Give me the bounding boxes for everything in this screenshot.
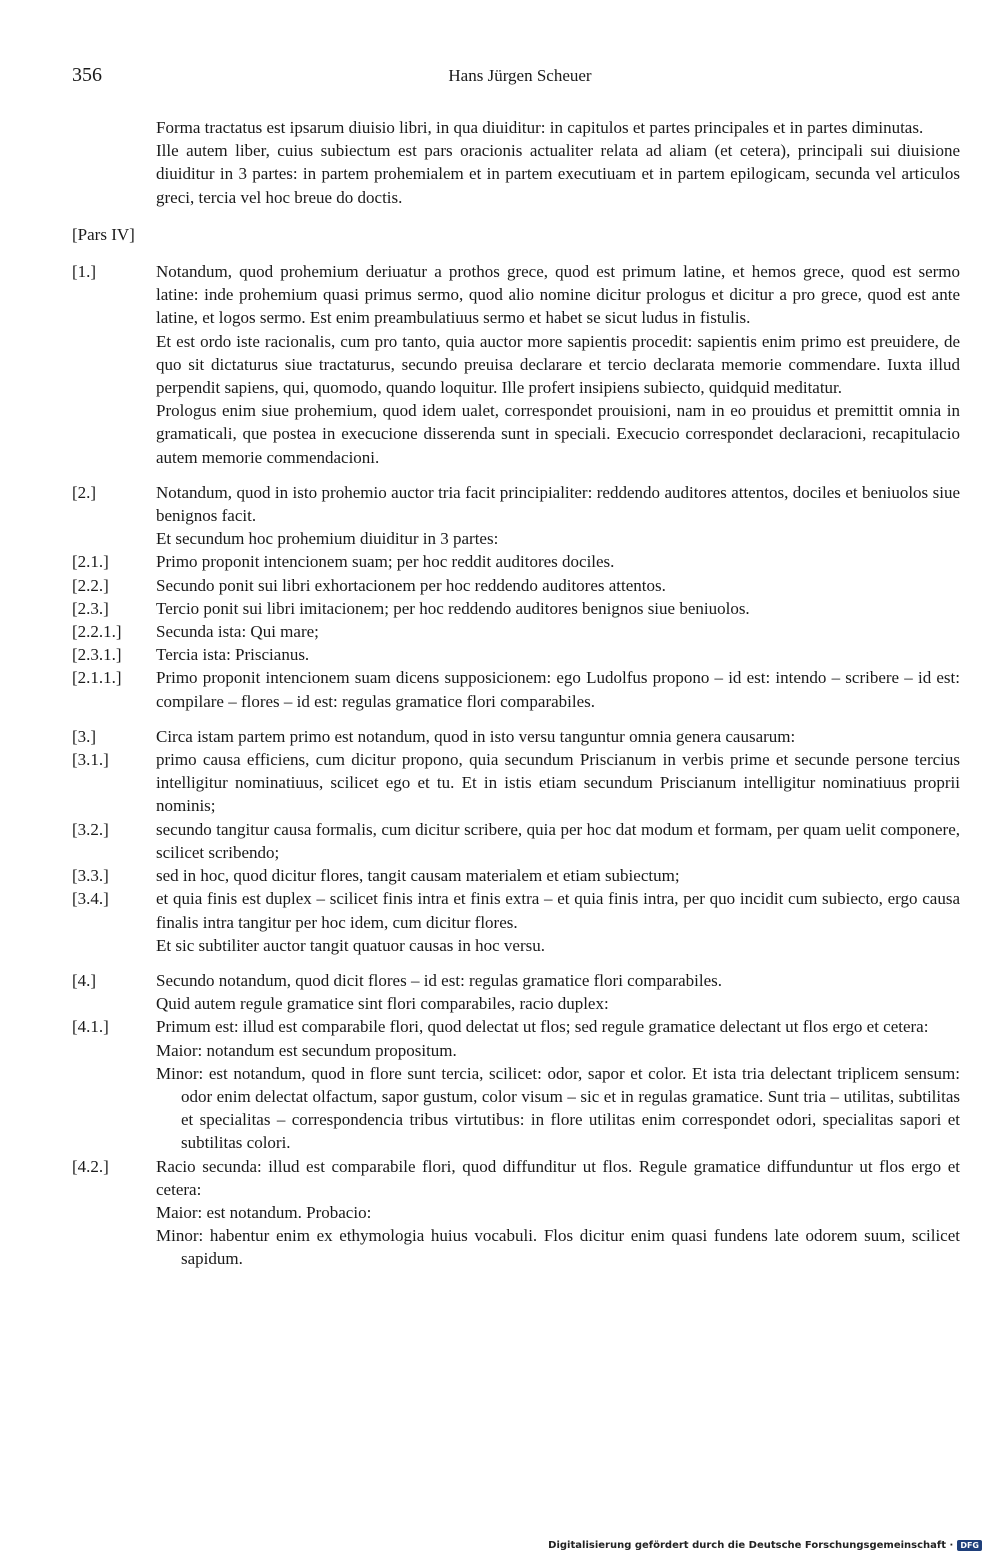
item-text: Prologus enim siue prohemium, quod idem ualet, correspondet prouisioni, nam in eo prouidus et premittit omnia in gramaticali, que postea in execucione disserenda sunt in speciali. Execucio correspondet declaracioni, recapitulacio autem memorie commendacioni.	[156, 401, 960, 467]
page-number: 356	[72, 64, 102, 86]
numbered-item	[72, 481, 960, 527]
paragraph	[72, 1201, 960, 1224]
paragraph	[72, 330, 960, 400]
item-text: Et secundum hoc prohemium diuiditur in 3 partes:	[156, 529, 499, 549]
item-text: Quid autem regule gramatice sint flori comparabiles, racio duplex:	[156, 994, 609, 1014]
paragraph	[72, 1224, 960, 1270]
numbered-item	[72, 1015, 960, 1038]
paragraph	[72, 992, 960, 1015]
item-text: Racio secunda: illud est comparabile flori, quod diffunditur ut flos. Regule gramatice diffunduntur ut flos ergo et cetera:	[156, 1156, 960, 1199]
digitization-footer	[548, 1540, 982, 1551]
numbered-item	[72, 260, 960, 330]
paragraph	[72, 116, 960, 139]
numbered-item	[72, 1155, 960, 1201]
numbered-item	[72, 574, 960, 597]
item-label: [2.]	[72, 482, 97, 502]
numbered-item	[72, 666, 960, 712]
item-text: secundo tangitur causa formalis, cum dicitur scribere, quia per hoc dat modum et formam, per quam uelit componere, scilicet scribendo;	[156, 819, 960, 862]
item-text: Maior: est notandum. Probacio:	[156, 1202, 372, 1222]
item-label: [2.3.1.]	[72, 645, 122, 665]
item-label: [3.1.]	[72, 750, 109, 770]
item-text: Tercia ista: Priscianus.	[156, 645, 310, 665]
numbered-item	[72, 887, 960, 933]
paragraph	[72, 1062, 960, 1155]
item-label: [2.3.]	[72, 598, 109, 618]
paragraph	[72, 139, 960, 209]
main-text	[72, 116, 960, 1271]
numbered-item	[72, 597, 960, 620]
paragraph	[72, 527, 960, 550]
item-text: sed in hoc, quod dicitur flores, tangit causam materialem et etiam subiectum;	[156, 866, 680, 886]
numbered-item	[72, 818, 960, 864]
numbered-item	[72, 725, 960, 748]
item-text: Primo proponit intencionem suam; per hoc reddit auditores dociles.	[156, 552, 615, 572]
item-label: [4.1.]	[72, 1017, 109, 1037]
numbered-item	[72, 643, 960, 666]
footer-text: Digitalisierung gefördert durch die Deutsche Forschungsgemeinschaft ·	[548, 1540, 954, 1551]
item-text: Circa istam partem primo est notandum, quod in isto versu tanguntur omnia genera causarum:	[156, 726, 796, 746]
item-text: primo causa efficiens, cum dicitur propono, quia secundum Priscianum in verbis prime et secunde persone tercius intelligitur nominatiuus, scilicet ego et tu. Et in istis etiam secundum Priscianum intelligitur nominatiuus proprii nominis;	[156, 750, 960, 816]
item-text: Tercio ponit sui libri imitacionem; per hoc reddendo auditores benignos siue beniuolos.	[156, 598, 750, 618]
dfg-logo: DFG	[957, 1540, 982, 1551]
item-text: Minor: habentur enim ex ethymologia huius vocabuli. Flos dicitur enim quasi fundens late odorem suum, scilicet sapidum.	[156, 1226, 960, 1269]
intro-paragraph-1: Forma tractatus est ipsarum diuisio libri, in qua diuiditur: in capitulos et partes principales et in partes diminutas.	[156, 118, 924, 137]
section-heading: [Pars IV]	[72, 224, 135, 244]
intro-paragraph-2: Ille autem liber, cuius subiectum est pars oracionis actualiter relata ad aliam (et cetera), principali sui diuisione diuiditur in 3 partes: in partem prohemialem et in partem executiuam et in partem epilogicam, secunda vel articulos greci, tercia vel hoc breue do doctis.	[156, 141, 960, 207]
item-text: Et sic subtiliter auctor tangit quatuor causas in hoc versu.	[156, 935, 546, 955]
item-label: [2.1.1.]	[72, 668, 122, 688]
item-label: [2.1.]	[72, 552, 109, 572]
numbered-item	[72, 620, 960, 643]
numbered-item	[72, 864, 960, 887]
item-text: Secundo ponit sui libri exhortacionem per hoc reddendo auditores attentos.	[156, 575, 666, 595]
item-text: Et est ordo iste racionalis, cum pro tanto, quia auctor more sapientis procedit: sapientis enim primo est preuidere, de quo sit dictaturus siue tractaturus, secundo preuisa declarare et tercio declarata memorie commendare. Iuxta illud perpendit sapiens, qui, quomodo, quando loquitur. Ille profert insipiens subiecto, quidquid meditatur.	[156, 331, 960, 398]
item-text: Maior: notandum est secundum propositum.	[156, 1040, 457, 1060]
item-label: [2.2.1.]	[72, 622, 122, 642]
item-text: Primo proponit intencionem suam dicens supposicionem: ego Ludolfus propono – id est: intendo – scribere – id est: compilare – flores – id est: regulas gramatice flori comparabiles.	[156, 668, 960, 711]
item-text: Secundo notandum, quod dicit flores – id est: regulas gramatice flori comparabiles.	[156, 970, 723, 990]
item-label: [2.2.]	[72, 575, 109, 595]
item-text: et quia finis est duplex – scilicet finis intra et finis extra – et quia finis intra, per quo incidit cum subiecto, ergo causa finalis intra tangitur per hoc idem, cum dicitur flores.	[156, 889, 960, 932]
item-label: [4.2.]	[72, 1156, 109, 1176]
paragraph	[72, 934, 960, 957]
item-text: Minor: est notandum, quod in flore sunt tercia, scilicet: odor, sapor et color. Et ista tria delectant triplicem sensum: odor enim delectat olfactum, sapor gustum, color visum – sic et in regulas gramatice. Sunt tria – utilitas, subtilitas et specialitas – correspondencia tribus virtutibus: in flore utilitas enim correspondet odori, specialitas sapori et subtilitas colori.	[156, 1063, 960, 1153]
item-label: [4.]	[72, 970, 97, 990]
item-text: Secunda ista: Qui mare;	[156, 622, 319, 642]
item-label: [3.4.]	[72, 889, 109, 909]
numbered-item	[72, 748, 960, 818]
item-text: Notandum, quod prohemium deriuatur a prothos grece, quod est primum latine, et hemos grece, quod est sermo latine: inde prohemium quasi primus sermo, quod alio nomine dicitur prologus et dicitur a pro grece, quod est ante latine, et logos sermo. Est enim preambulatiuus sermo et habet se sicut ludus in fistulis.	[156, 262, 960, 328]
paragraph	[72, 399, 960, 469]
item-label: [3.3.]	[72, 866, 109, 886]
numbered-item	[72, 550, 960, 573]
item-text: Notandum, quod in isto prohemio auctor tria facit principialiter: reddendo auditores attentos, dociles et beniuolos siue benignos facit.	[156, 482, 960, 526]
paragraph	[72, 1039, 960, 1062]
item-label: [3.]	[72, 726, 97, 746]
item-label: [1.]	[72, 262, 97, 282]
item-text: Primum est: illud est comparabile flori, quod delectat ut flos; sed regule gramatice delectant ut flos ergo et cetera:	[156, 1017, 929, 1037]
item-label: [3.2.]	[72, 819, 109, 839]
numbered-item	[72, 969, 960, 992]
running-head: Hans Jürgen Scheuer	[448, 66, 592, 85]
